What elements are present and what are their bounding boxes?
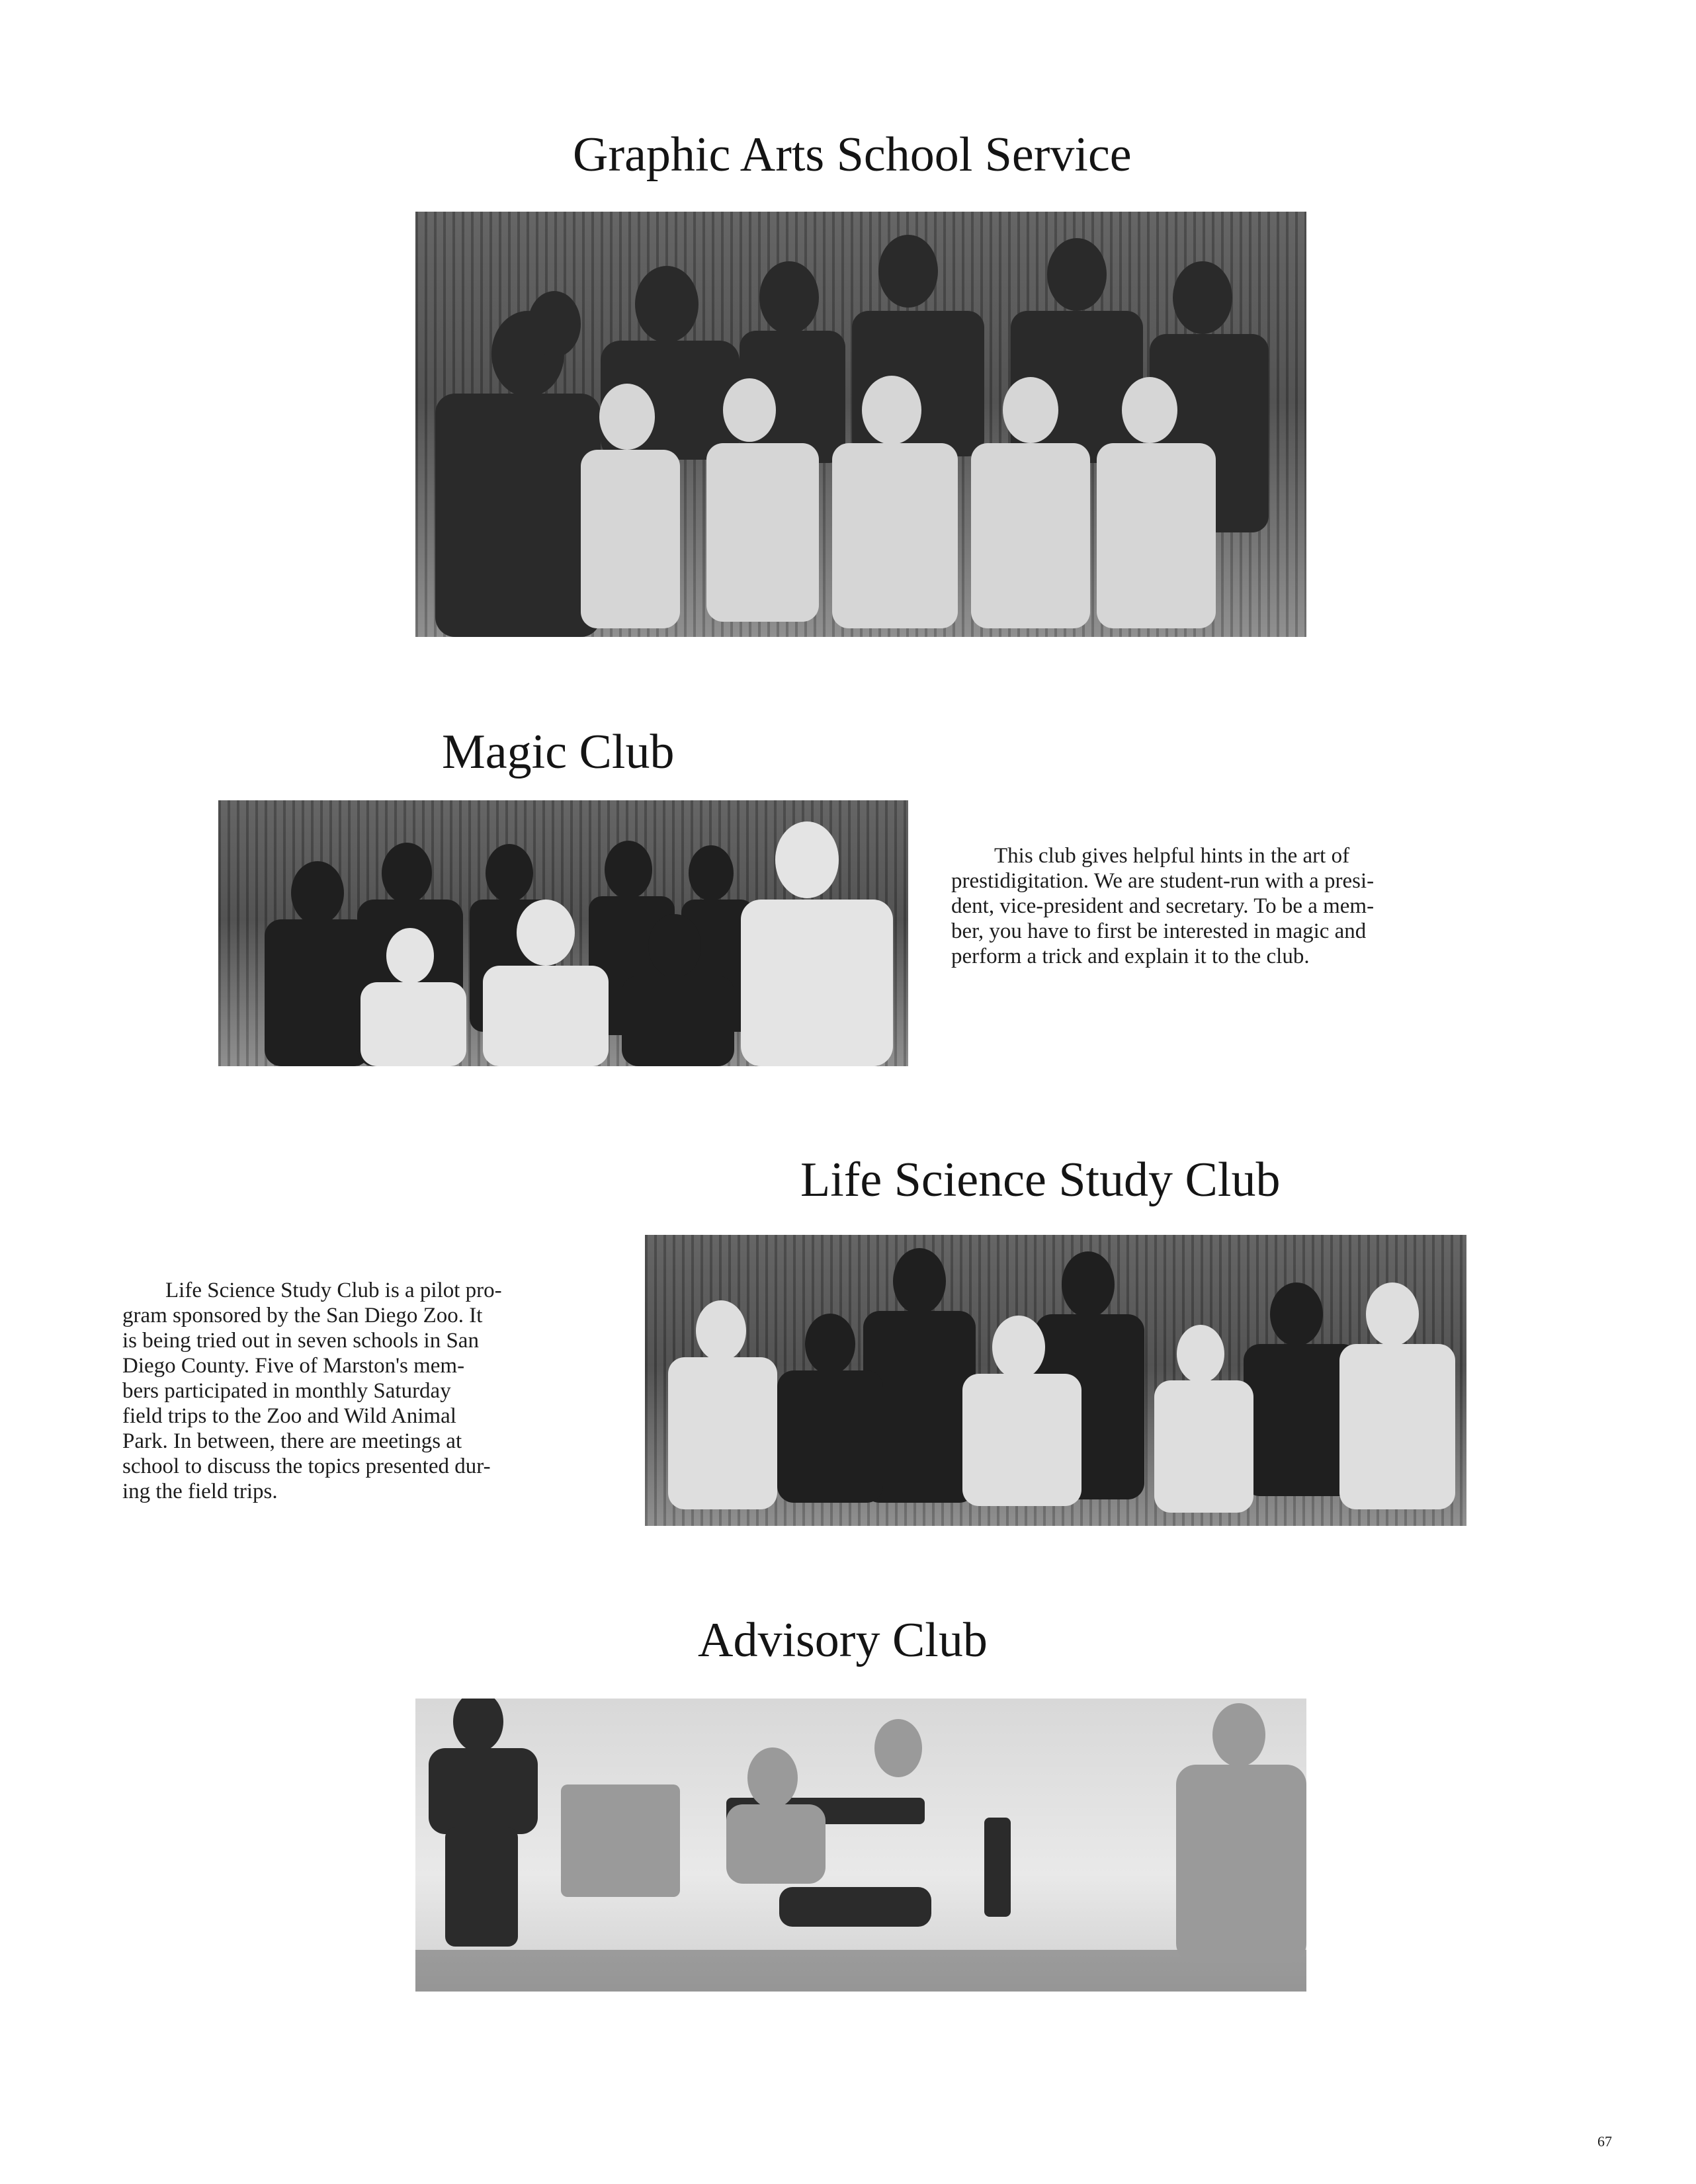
description-line: Park. In between, there are meetings at xyxy=(122,1429,462,1453)
description-line: dent, vice-president and secretary. To be a mem- xyxy=(951,894,1375,918)
magic-club-description xyxy=(951,843,1374,969)
section-title-life-science: Life Science Study Club xyxy=(800,1153,1281,1207)
section-title-graphic-arts: Graphic Arts School Service xyxy=(573,128,1132,182)
description-line: school to discuss the topics presented dur- xyxy=(122,1454,491,1478)
page-number: 67 xyxy=(1597,2133,1612,2150)
graphic-arts-group-photo xyxy=(415,212,1306,637)
description-line: prestidigitation. We are student-run with a presi- xyxy=(951,869,1375,893)
life-science-group-photo xyxy=(645,1235,1466,1526)
description-line: This club gives helpful hints in the art of xyxy=(994,844,1350,868)
description-line: Life Science Study Club is a pilot pro- xyxy=(165,1279,502,1302)
section-title-magic-club: Magic Club xyxy=(442,725,675,779)
description-line: Diego County. Five of Marston's mem- xyxy=(122,1354,465,1378)
description-line: perform a trick and explain it to the club. xyxy=(951,945,1310,968)
description-line: ing the field trips. xyxy=(122,1480,278,1503)
magic-club-group-photo xyxy=(218,800,908,1066)
description-line: gram sponsored by the San Diego Zoo. It xyxy=(122,1304,483,1327)
description-line: field trips to the Zoo and Wild Animal xyxy=(122,1404,456,1428)
advisory-club-photo xyxy=(415,1699,1306,1992)
description-line: ber, you have to first be interested in magic and xyxy=(951,919,1367,943)
description-line: bers participated in monthly Saturday xyxy=(122,1379,451,1403)
section-title-advisory-club: Advisory Club xyxy=(698,1613,988,1667)
description-line: is being tried out in seven schools in San xyxy=(122,1329,479,1353)
life-science-description xyxy=(122,1278,502,1504)
